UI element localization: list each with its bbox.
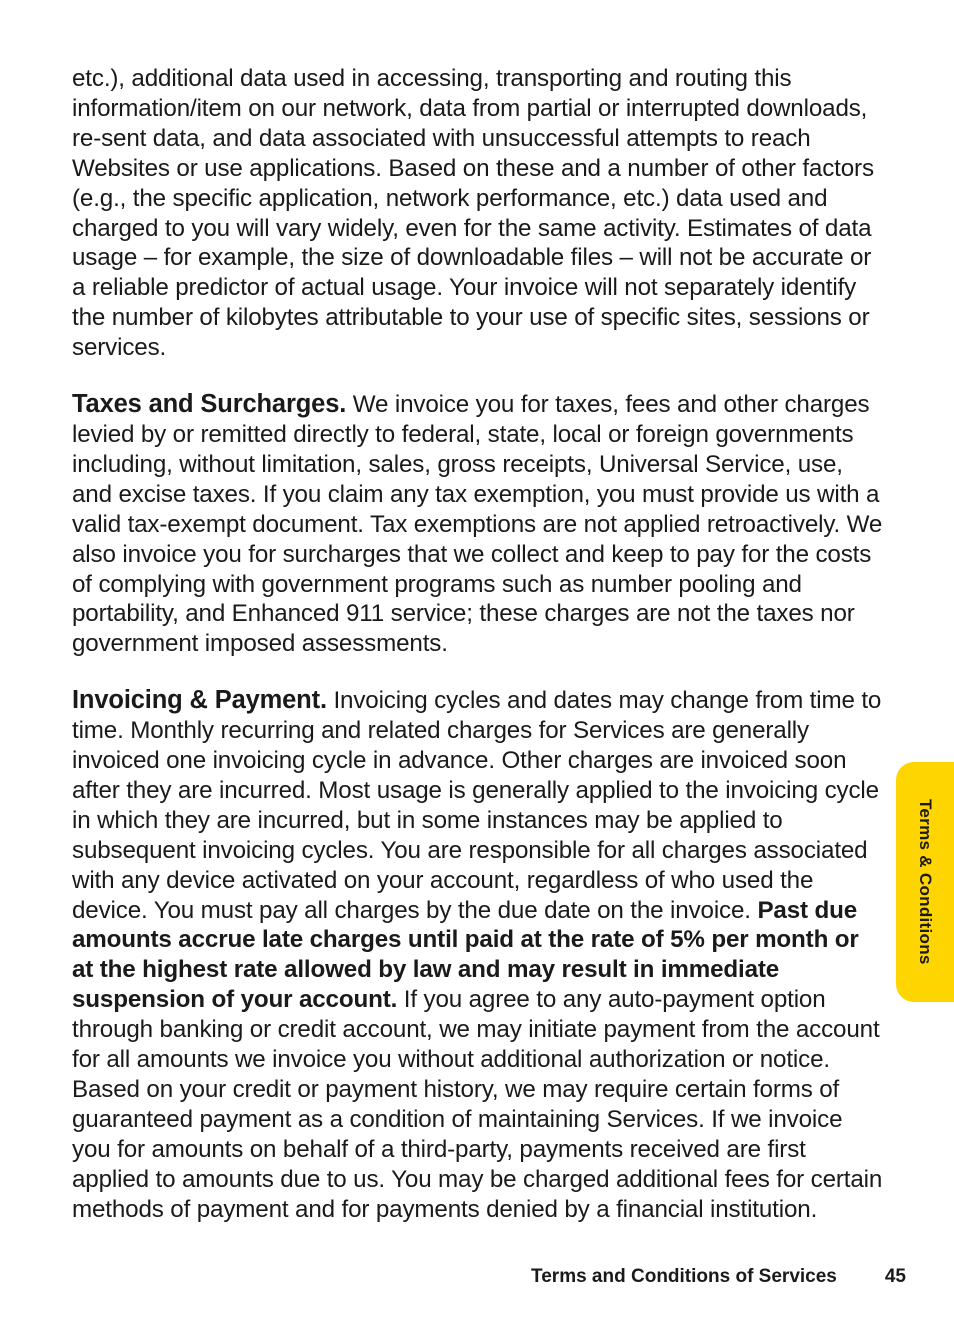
late-charges-notice: Past due amounts accrue late charges until paid at the rate of 5% per month or at the highest rate allowed by law and may result in immediate suspension of your account. — [72, 896, 859, 1014]
taxes-paragraph — [72, 390, 884, 659]
taxes-text: We invoice you for taxes, fees and other charges levied by or remitted directly to federal, state, local or foreign governments including, without limitation, sales, gross receipts, Universal Service, use, and excise taxes. If you claim any tax exemption, you must provide us with a valid tax-exempt document. Tax exemptions are not applied retroactively. We also invoice you for surcharges that we collect and keep to pay for the costs of complying with government programs such as number pooling and portability, and Enhanced 911 service; these charges are not the taxes nor government imposed assessments. — [72, 391, 883, 658]
footer-title: Terms and Conditions of Services — [531, 1266, 837, 1287]
page-footer — [531, 1266, 906, 1288]
invoicing-text-1: Invoicing cycles and dates may change from time to time. Monthly recurring and related charges for Services are generally invoiced one invoicing cycle in advance. Other charges are invoiced soon after they are incurred. Most usage is generally applied to the invoicing cycle in which they are incurred, but in some instances may be applied to subsequent invoicing cycles. You are responsible for all charges associated with any device activated on your account, regardless of who used the device. You must pay all charges by the due date on the invoice. — [72, 687, 882, 924]
side-tab-label: Terms & Conditions — [916, 799, 935, 965]
invoicing-text-2: If you agree to any auto-payment option through banking or credit account, we may initiate payment from the account for all amounts we invoice you without additional authorization or notice. Based on your credit or payment history, we may require certain forms of guaranteed payment as a condition of maintaining Services. If we invoice you for amounts on behalf of a third-party, payments received are first applied to amounts due to us. You may be charged additional fees for certain methods of payment and for payments denied by a financial institution. — [72, 986, 883, 1223]
data-usage-paragraph: etc.), additional data used in accessing, transporting and routing this information/item on our network, data from partial or interrupted downloads, re-sent data, and data associated with unsuccessful attempts to reach Websites or use applications. Based on these and a number of other factors (e.g., the specific application, network performance, etc.) data used and charged to you will vary widely, even for the same activity. Estimates of data usage – for example, the size of downloadable files – will not be accurate or a reliable predictor of actual usage. Your invoice will not separately identify the number of kilobytes attributable to your use of specific sites, sessions or services. — [72, 65, 874, 362]
invoicing-paragraph — [72, 686, 884, 1224]
page-number: 45 — [884, 1266, 906, 1287]
invoicing-heading: Invoicing & Payment. — [72, 686, 327, 715]
section-side-tab[interactable] — [896, 762, 954, 1002]
taxes-heading: Taxes and Surcharges. — [72, 390, 347, 419]
page-content — [72, 64, 884, 1252]
